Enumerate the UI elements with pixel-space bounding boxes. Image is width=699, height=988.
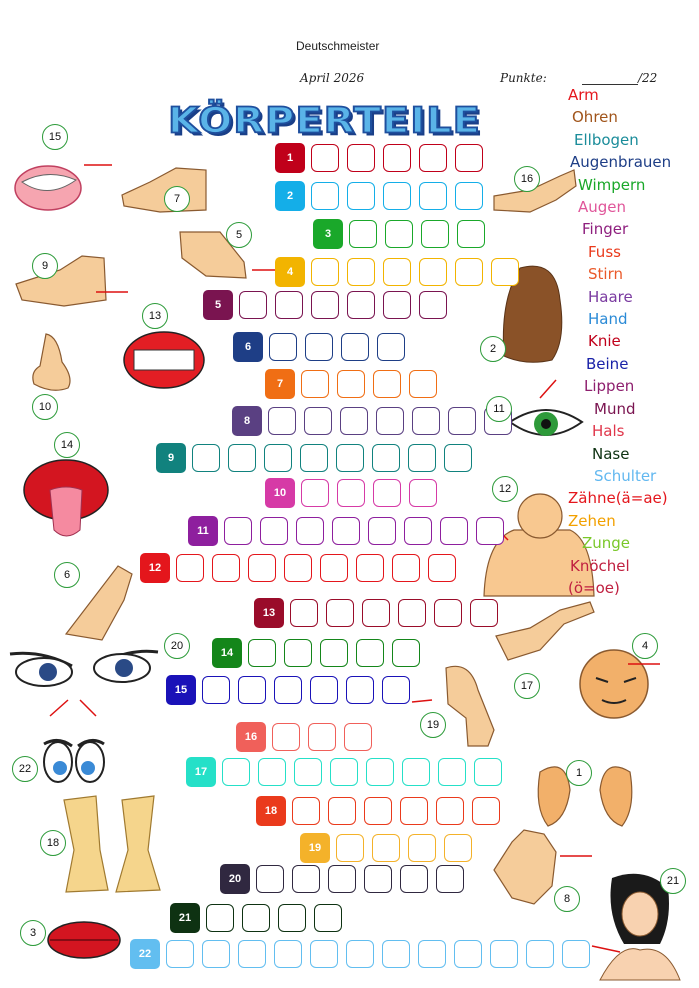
letter-box[interactable] (444, 444, 472, 472)
letter-box[interactable] (526, 940, 554, 968)
word-list-item: Fuss (588, 242, 621, 261)
word-list-item: Haare (588, 287, 633, 306)
letter-box[interactable] (304, 407, 332, 435)
letter-box[interactable] (337, 479, 365, 507)
letter-box[interactable] (455, 144, 483, 172)
marker-1: 1 (566, 760, 592, 786)
letter-box[interactable] (311, 291, 339, 319)
letter-box[interactable] (440, 517, 468, 545)
letter-box[interactable] (356, 639, 384, 667)
letter-box[interactable] (418, 940, 446, 968)
letter-box[interactable] (340, 407, 368, 435)
clue-number: 16 (236, 722, 266, 752)
crossword-row-20 (220, 864, 472, 894)
letter-box[interactable] (382, 940, 410, 968)
clue-number: 17 (186, 757, 216, 787)
letter-box[interactable] (409, 479, 437, 507)
marker-16: 16 (514, 166, 540, 192)
letter-box[interactable] (192, 444, 220, 472)
letter-box[interactable] (206, 904, 234, 932)
word-list-item: Schulter (594, 466, 657, 485)
marker-18: 18 (40, 830, 66, 856)
letter-box[interactable] (336, 444, 364, 472)
word-list-item: Ellbogen (574, 130, 639, 149)
tongue-illustration (24, 460, 108, 536)
letter-box[interactable] (349, 220, 377, 248)
letter-box[interactable] (491, 258, 519, 286)
letter-box[interactable] (419, 291, 447, 319)
letter-box[interactable] (242, 904, 270, 932)
letter-box[interactable] (336, 834, 364, 862)
letter-box[interactable] (310, 676, 338, 704)
clue-number: 5 (203, 290, 233, 320)
letter-box[interactable] (347, 182, 375, 210)
word-list-item: Stirn (588, 265, 623, 284)
word-list-item: Knie (588, 332, 621, 351)
clue-number: 13 (254, 598, 284, 628)
letter-box[interactable] (239, 291, 267, 319)
crossword-row-19 (300, 833, 480, 863)
letter-box[interactable] (212, 554, 240, 582)
letter-box[interactable] (278, 904, 306, 932)
letter-box[interactable] (311, 258, 339, 286)
letter-box[interactable] (222, 758, 250, 786)
marker-3: 3 (20, 920, 46, 946)
lips-illustration (48, 922, 120, 958)
crossword-row-22 (130, 939, 598, 969)
marker-12: 12 (492, 476, 518, 502)
crossword-row-14 (212, 638, 428, 668)
letter-box[interactable] (455, 182, 483, 210)
letter-box[interactable] (326, 599, 354, 627)
marker-22: 22 (12, 756, 38, 782)
points-total: /22 (638, 71, 658, 85)
crossword-row-17 (186, 757, 510, 787)
letter-box[interactable] (328, 865, 356, 893)
letter-box[interactable] (385, 220, 413, 248)
letter-box[interactable] (470, 599, 498, 627)
crossword-row-8 (232, 406, 520, 436)
word-list-item: Zunge (582, 534, 631, 553)
letter-box[interactable] (444, 834, 472, 862)
date: April 2026 (300, 71, 365, 85)
letter-box[interactable] (308, 723, 336, 751)
clue-number: 6 (233, 332, 263, 362)
clue-number: 18 (256, 796, 286, 826)
crossword-row-12 (140, 553, 464, 583)
word-list-item: Wimpern (578, 175, 646, 194)
letter-box[interactable] (402, 758, 430, 786)
letter-box[interactable] (438, 758, 466, 786)
letter-box[interactable] (292, 797, 320, 825)
letter-box[interactable] (562, 940, 590, 968)
elbow-illustration (496, 602, 594, 660)
letter-box[interactable] (434, 599, 462, 627)
letter-box[interactable] (408, 444, 436, 472)
letter-box[interactable] (320, 639, 348, 667)
letter-box[interactable] (377, 333, 405, 361)
letter-box[interactable] (314, 904, 342, 932)
clue-number: 11 (188, 516, 218, 546)
letter-box[interactable] (490, 940, 518, 968)
letter-box[interactable] (332, 517, 360, 545)
clue-number: 7 (265, 369, 295, 399)
letter-box[interactable] (455, 258, 483, 286)
marker-6: 6 (54, 562, 80, 588)
letter-box[interactable] (224, 517, 252, 545)
letter-box[interactable] (272, 723, 300, 751)
letter-box[interactable] (311, 182, 339, 210)
word-list-item: Ohren (572, 108, 618, 127)
letter-box[interactable] (436, 865, 464, 893)
letter-box[interactable] (305, 333, 333, 361)
word-list-item: Arm (568, 86, 599, 104)
letter-box[interactable] (421, 220, 449, 248)
letter-box[interactable] (383, 258, 411, 286)
word-list (560, 84, 699, 599)
word-list-item: Augen (578, 198, 627, 217)
marker-14: 14 (54, 432, 80, 458)
marker-13: 13 (142, 303, 168, 329)
marker-4b: 4 (632, 633, 658, 659)
clue-number: 15 (166, 675, 196, 705)
marker-7: 7 (164, 186, 190, 212)
marker-20: 20 (164, 633, 190, 659)
crossword-row-16 (236, 722, 380, 752)
crossword-row-18 (256, 796, 508, 826)
letter-box[interactable] (400, 797, 428, 825)
letter-box[interactable] (202, 940, 230, 968)
clue-number: 4 (275, 257, 305, 287)
marker-21: 21 (660, 868, 686, 894)
letter-box[interactable] (346, 676, 374, 704)
letter-box[interactable] (320, 554, 348, 582)
letter-box[interactable] (436, 797, 464, 825)
marker-17: 17 (514, 673, 540, 699)
word-list-item: Mund (594, 399, 636, 418)
letter-box[interactable] (274, 676, 302, 704)
mouth-illustration (124, 332, 204, 388)
letter-box[interactable] (274, 940, 302, 968)
letter-box[interactable] (310, 940, 338, 968)
clue-number: 14 (212, 638, 242, 668)
letter-box[interactable] (383, 182, 411, 210)
letter-box[interactable] (292, 865, 320, 893)
letter-box[interactable] (330, 758, 358, 786)
eyes-illustration (10, 651, 158, 686)
page-title: KÖRPERTEILE (168, 100, 481, 142)
letter-box[interactable] (248, 639, 276, 667)
marker-5: 5 (226, 222, 252, 248)
letter-box[interactable] (383, 144, 411, 172)
clue-number: 19 (300, 833, 330, 863)
letter-box[interactable] (373, 370, 401, 398)
word-list-item: Knöchel (570, 556, 630, 575)
letter-box[interactable] (362, 599, 390, 627)
letter-box[interactable] (284, 554, 312, 582)
legs-illustration (64, 796, 160, 892)
crossword-row-9 (156, 443, 480, 473)
word-list-item: Nase (592, 444, 630, 463)
crossword-row-4 (275, 257, 527, 287)
letter-box[interactable] (356, 554, 384, 582)
word-list-item: Finger (582, 220, 629, 239)
letter-box[interactable] (476, 517, 504, 545)
letter-box[interactable] (296, 517, 324, 545)
clue-number: 22 (130, 939, 160, 969)
letter-box[interactable] (472, 797, 500, 825)
letter-box[interactable] (366, 758, 394, 786)
letter-box[interactable] (364, 865, 392, 893)
marker-11: 11 (486, 396, 512, 422)
letter-box[interactable] (400, 865, 428, 893)
letter-box[interactable] (238, 676, 266, 704)
teeth-illustration (15, 166, 81, 210)
letter-box[interactable] (346, 940, 374, 968)
crossword-row-15 (166, 675, 418, 705)
letter-box[interactable] (256, 865, 284, 893)
word-list-item: Zehen (568, 511, 616, 530)
word-list-item: Beine (586, 354, 629, 373)
clue-number: 20 (220, 864, 250, 894)
clue-number: 8 (232, 406, 262, 436)
letter-box[interactable] (474, 758, 502, 786)
clue-number: 3 (313, 219, 343, 249)
letter-box[interactable] (300, 444, 328, 472)
marker-15: 15 (42, 124, 68, 150)
cartoon-eyes-illustration (44, 740, 104, 782)
letter-box[interactable] (372, 444, 400, 472)
foot-illustration (16, 140, 246, 306)
word-list-item: Hand (588, 310, 628, 329)
letter-box[interactable] (341, 333, 369, 361)
word-list-item: Lippen (584, 377, 635, 396)
letter-box[interactable] (372, 834, 400, 862)
letter-box[interactable] (392, 639, 420, 667)
letter-box[interactable] (419, 258, 447, 286)
knee-illustration (446, 666, 494, 746)
letter-box[interactable] (373, 479, 401, 507)
letter-box[interactable] (376, 407, 404, 435)
crossword-row-2 (275, 181, 491, 211)
crossword-row-1 (275, 143, 491, 173)
marker-2: 2 (480, 336, 506, 362)
letter-box[interactable] (383, 291, 411, 319)
letter-box[interactable] (275, 291, 303, 319)
letter-box[interactable] (264, 444, 292, 472)
clue-number: 10 (265, 478, 295, 508)
clue-number: 12 (140, 553, 170, 583)
letter-box[interactable] (347, 258, 375, 286)
letter-box[interactable] (260, 517, 288, 545)
crossword-row-3 (313, 219, 493, 249)
head-illustration (580, 650, 648, 718)
letter-box[interactable] (419, 144, 447, 172)
crossword-row-6 (233, 332, 413, 362)
letter-box[interactable] (228, 444, 256, 472)
letter-box[interactable] (392, 554, 420, 582)
palm-illustration (494, 830, 556, 904)
marker-9: 9 (32, 253, 58, 279)
word-list-item: Hals (592, 422, 625, 441)
letter-box[interactable] (382, 676, 410, 704)
word-list-item: Zähne(ä=ae) (568, 489, 668, 508)
letter-box[interactable] (364, 797, 392, 825)
word-list-item: Augenbrauen (570, 153, 672, 172)
letter-box[interactable] (448, 407, 476, 435)
crossword-row-13 (254, 598, 506, 628)
crossword-row-5 (203, 290, 455, 320)
letter-box[interactable] (368, 517, 396, 545)
letter-box[interactable] (398, 599, 426, 627)
letter-box[interactable] (337, 370, 365, 398)
letter-box[interactable] (412, 407, 440, 435)
letter-box[interactable] (176, 554, 204, 582)
letter-box[interactable] (404, 517, 432, 545)
letter-box[interactable] (457, 220, 485, 248)
clue-number: 1 (275, 143, 305, 173)
letter-box[interactable] (238, 940, 266, 968)
letter-box[interactable] (428, 554, 456, 582)
clue-number: 21 (170, 903, 200, 933)
crossword-row-10 (265, 478, 445, 508)
letter-box[interactable] (301, 479, 329, 507)
letter-box[interactable] (258, 758, 286, 786)
letter-box[interactable] (347, 291, 375, 319)
word-list-item: (ö=oe) (568, 578, 620, 597)
letter-box[interactable] (454, 940, 482, 968)
letter-box[interactable] (248, 554, 276, 582)
letter-box[interactable] (290, 599, 318, 627)
points-label: Punkte: (500, 71, 547, 85)
letter-box[interactable] (409, 370, 437, 398)
letter-box[interactable] (284, 639, 312, 667)
letter-box[interactable] (301, 370, 329, 398)
clue-number: 2 (275, 181, 305, 211)
crossword-row-21 (170, 903, 350, 933)
crossword-row-7 (265, 369, 445, 399)
marker-19: 19 (420, 712, 446, 738)
clue-number: 9 (156, 443, 186, 473)
letter-box[interactable] (294, 758, 322, 786)
letter-box[interactable] (408, 834, 436, 862)
letter-box[interactable] (268, 407, 296, 435)
letter-box[interactable] (419, 182, 447, 210)
marker-8: 8 (554, 886, 580, 912)
letter-box[interactable] (344, 723, 372, 751)
letter-box[interactable] (269, 333, 297, 361)
letter-box[interactable] (202, 676, 230, 704)
letter-box[interactable] (311, 144, 339, 172)
letter-box[interactable] (347, 144, 375, 172)
marker-10: 10 (32, 394, 58, 420)
letter-box[interactable] (328, 797, 356, 825)
author-name: Deutschmeister (296, 39, 380, 53)
nose-illustration (33, 334, 70, 390)
crossword-row-11 (188, 516, 512, 546)
letter-box[interactable] (166, 940, 194, 968)
